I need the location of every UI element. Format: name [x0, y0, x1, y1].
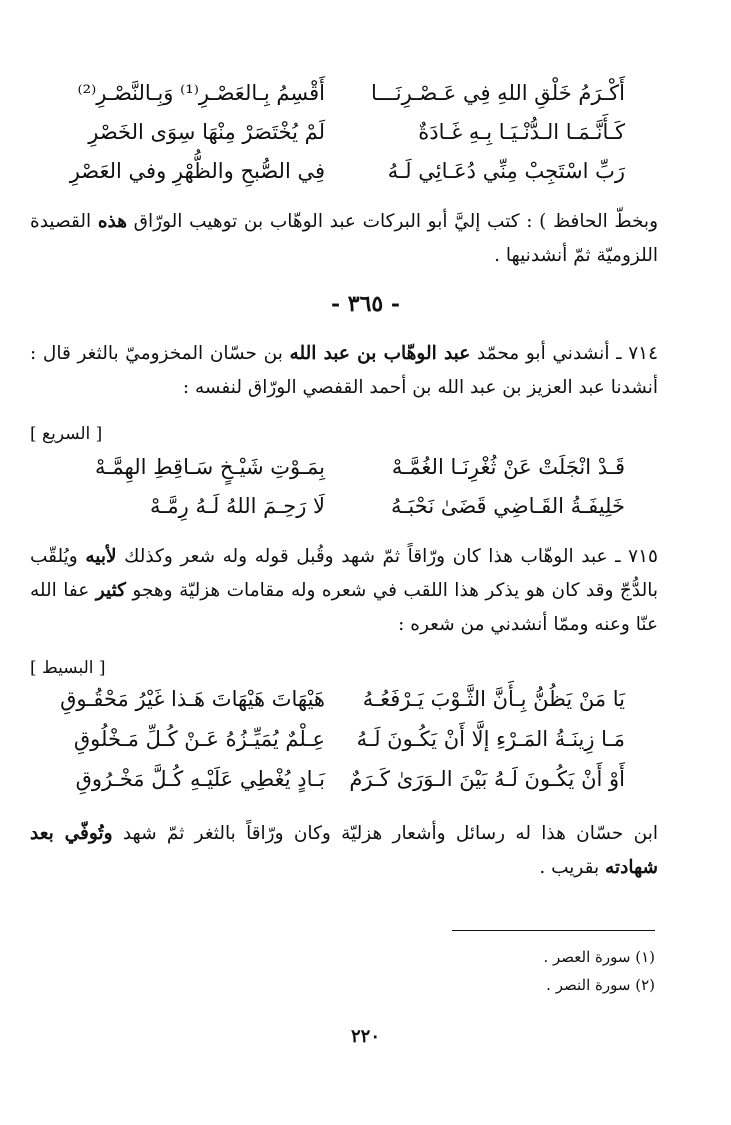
bold-text: كثير: [95, 580, 126, 601]
verse-row: [45, 450, 625, 484]
verse-hemistich-first: قَـدْ انْجَلَتْ عَنْ ثُغْرِنَـا الغُمَّـهْ: [391, 455, 625, 479]
bold-text: هذه: [97, 211, 127, 232]
verse-hemistich-first: أَكْـرَمُ خَلْقِ اللهِ فِي عَـصْـرِنَـــا: [370, 81, 625, 105]
bold-text: لأبيه: [85, 546, 117, 567]
paragraph-entry-715: [30, 540, 658, 642]
verse-hemistich-second: لَمْ يُخْتَصَرْ مِنْهَا سِوَى الخَصْرِ: [88, 120, 325, 144]
paragraph-text: وبخطّ الحافظ ) : كتب إليَّ أبو البركات عبد الوهّاب بن توهيب الورّاق: [127, 211, 658, 232]
paragraph-text: بن حسّان المخزوميّ بالثغر قال : أنشدنا عبد العزيز بن عبد الله بن أحمد القفصي الورّاق لنفسه :: [30, 343, 658, 398]
verse-row: [45, 115, 625, 149]
verse-hemistich-second: بَـادٍ يُغْطِي عَلَيْـهِ كُـلَّ مَخْـرُوقِ: [75, 767, 325, 791]
meter-label: [ السريع ]: [30, 424, 103, 444]
verse-hemistich-second: بِمَـوْتِ شَيْـخٍ سَـاقِطِ الهِمَّـهْ: [94, 455, 325, 479]
verse-row: [45, 722, 625, 756]
page-number: ٢٢٠: [350, 1026, 380, 1047]
verse-hemistich-first: مَـا زِينَـةُ المَـرْءِ إلَّا أَنْ يَكُـونَ لَـهُ: [356, 727, 625, 751]
verse-row: [45, 489, 625, 523]
verse-hemistich-first: يَا مَنْ يَظُنُّ بِـأَنَّ الثَّـوْبَ يَـرْفَعُـهُ: [362, 687, 625, 711]
footnote-divider: [452, 930, 655, 931]
verse-row: [45, 76, 625, 110]
paragraph-closing: [30, 817, 658, 885]
footnote-1: (١) سورة العصر .: [543, 948, 655, 966]
paragraph-text: ابن حسّان هذا له رسائل وأشعار هزليّة وكان ورّاقاً بالثغر ثمّ شهد: [112, 823, 658, 844]
bold-text: وتُوفّي بعد شهادته: [30, 823, 658, 878]
verse-hemistich-first: أَوْ أَنْ يَكُـونَ لَـهُ بَيْنَ الـوَرَىٰ كَـرَمٌ: [349, 767, 625, 791]
verse-row: [45, 762, 625, 796]
section-number-heading: - ٣٦٥ -: [330, 291, 401, 317]
verse-hemistich-second: عِـلْمٌ يُمَيِّـزُهُ عَـنْ كُـلِّ مَـخْلُوقِ: [73, 727, 325, 751]
paragraph-text: القصيدة اللزوميّة ثمّ أنشدنيها .: [30, 211, 658, 266]
verse-hemistich-second: لَا رَحِـمَ اللهُ لَـهُ رِمَّـهْ: [150, 494, 325, 518]
paragraph-text: ٧١٥ ـ عبد الوهّاب هذا كان ورّاقاً ثمّ شهد وقُبل قوله وله شعر وكذلك: [116, 546, 658, 567]
paragraph-text: بقريب .: [539, 857, 606, 878]
footnote-2: (٢) سورة النصر .: [546, 976, 655, 994]
verse-hemistich-first: خَلِيفَـةُ القَـاضِي قَضَىٰ نَحْبَـهُ: [391, 494, 625, 518]
verse-hemistich-first: كَـأَنَّـمَـا الـدُّنْـيَـا بِـهِ غَـادَةٌ: [418, 120, 625, 144]
paragraph-source-note: [30, 205, 658, 273]
verse-hemistich-second: أَقْسِمُ بِـالعَصْـرِ⁽¹⁾ وَبِـالنَّصْـرِ⁽²⁾: [77, 81, 325, 105]
paragraph-entry-714: [30, 337, 658, 405]
verse-hemistich-second: فِي الصُّبحِ والظُّهْرِ وفي العَصْرِ: [69, 159, 325, 183]
meter-label: [ البسيط ]: [30, 658, 106, 678]
verse-hemistich-first: رَبِّ اسْتَجِبْ مِنِّي دُعَـائِي لَـهُ: [387, 159, 625, 183]
verse-row: [45, 154, 625, 188]
paragraph-text: عفا الله عنّا وعنه وممّا أنشدني من شعره :: [30, 580, 658, 635]
paragraph-text: ٧١٤ ـ أنشدني أبو محمّد: [470, 343, 659, 364]
bold-name: عبد الوهّاب بن عبد الله: [289, 343, 471, 364]
verse-hemistich-second: هَيْهَاتَ هَيْهَاتَ هَـذا غَيْرُ مَحْقُـوقِ: [60, 687, 325, 711]
paragraph-text: ويُلقّب بالدُّجّ وقد كان هو يذكر هذا اللقب في شعره وله مقامات هزليّة وهجو: [30, 546, 658, 601]
verse-row: [45, 682, 625, 716]
